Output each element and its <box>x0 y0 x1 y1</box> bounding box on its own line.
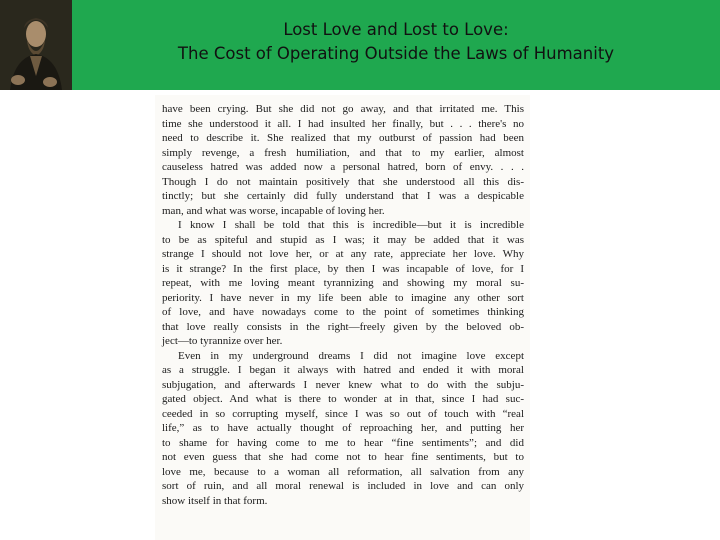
text-line: is it strange? In the first place, by then I was incapable of love, for I <box>162 262 524 275</box>
text-line: Though I do not maintain positively that she understood all this dis- <box>162 175 524 188</box>
text-line: causeless hatred was added now a personal hatred, born of envy. . . . <box>162 161 524 173</box>
scanned-book-page <box>155 95 530 540</box>
text-line: to be as spiteful and stupid as I was; it may be added that it was <box>162 233 524 246</box>
text-line: as a struggle. I began it always with hatred and ended it with moral <box>162 364 524 376</box>
text-line: strange I should not love her, or at any rate, appreciate her love. Why <box>162 248 524 260</box>
text-line: gated object. And what is there to wonder at in that, since I had suc- <box>162 393 524 405</box>
text-line: simply revenge, a fresh humiliation, and that to my earlier, almost <box>162 146 524 159</box>
author-portrait-icon <box>0 0 72 90</box>
text-line: need to describe it. She realized that my outburst of passion had been <box>162 132 524 144</box>
text-line: that love really consists in the right—freely given by the beloved ob- <box>162 320 524 333</box>
text-line: ceeded in so corrupting myself, since I was so out of touch with “real <box>162 407 524 420</box>
text-line: of love, and have nowadays come to the point of sometimes thinking <box>162 306 524 318</box>
text-line: I know I shall be told that this is incredible—but it is incredible <box>178 219 524 231</box>
text-line: love me, because to a woman all reformation, all salvation from any <box>162 465 524 478</box>
text-line: ject—to tyrannize over her. <box>162 335 283 347</box>
title-banner <box>0 0 720 90</box>
text-line: periority. I have never in my life been able to imagine any other sort <box>162 291 524 304</box>
text-line: not even guess that she had come not to hear fine sentiments, but to <box>162 451 524 463</box>
text-line: tinctly; but she certainly did fully understand that I was a despicable <box>162 190 524 202</box>
text-line: sort of ruin, and all moral renewal is included in love and can only <box>162 480 524 492</box>
title-line-1: Lost Love and Lost to Love: <box>283 20 509 39</box>
text-line: Even in my underground dreams I did not imagine love except <box>178 349 524 362</box>
text-line: man, and what was worse, incapable of loving her. <box>162 204 385 217</box>
text-line: have been crying. But she did not go away, and that irritated me. This <box>162 103 524 115</box>
text-line: repeat, with me loving meant tyrannizing and showing my moral su- <box>162 277 524 289</box>
text-line: show itself in that form. <box>162 494 268 507</box>
text-line: to shame for having come to me to hear “fine sentiments”; and did <box>162 436 524 449</box>
page-text <box>162 102 524 508</box>
page-title <box>72 18 720 66</box>
title-line-2: The Cost of Operating Outside the Laws of Humanity <box>177 44 615 63</box>
text-line: life,” as to have actually thought of reproaching her, and putting her <box>162 422 524 434</box>
text-line: time she understood it all. I had insulted her finally, but . . . there's no <box>162 117 524 130</box>
text-line: subjugation, and afterwards I never knew what to do with the subju- <box>162 378 524 391</box>
